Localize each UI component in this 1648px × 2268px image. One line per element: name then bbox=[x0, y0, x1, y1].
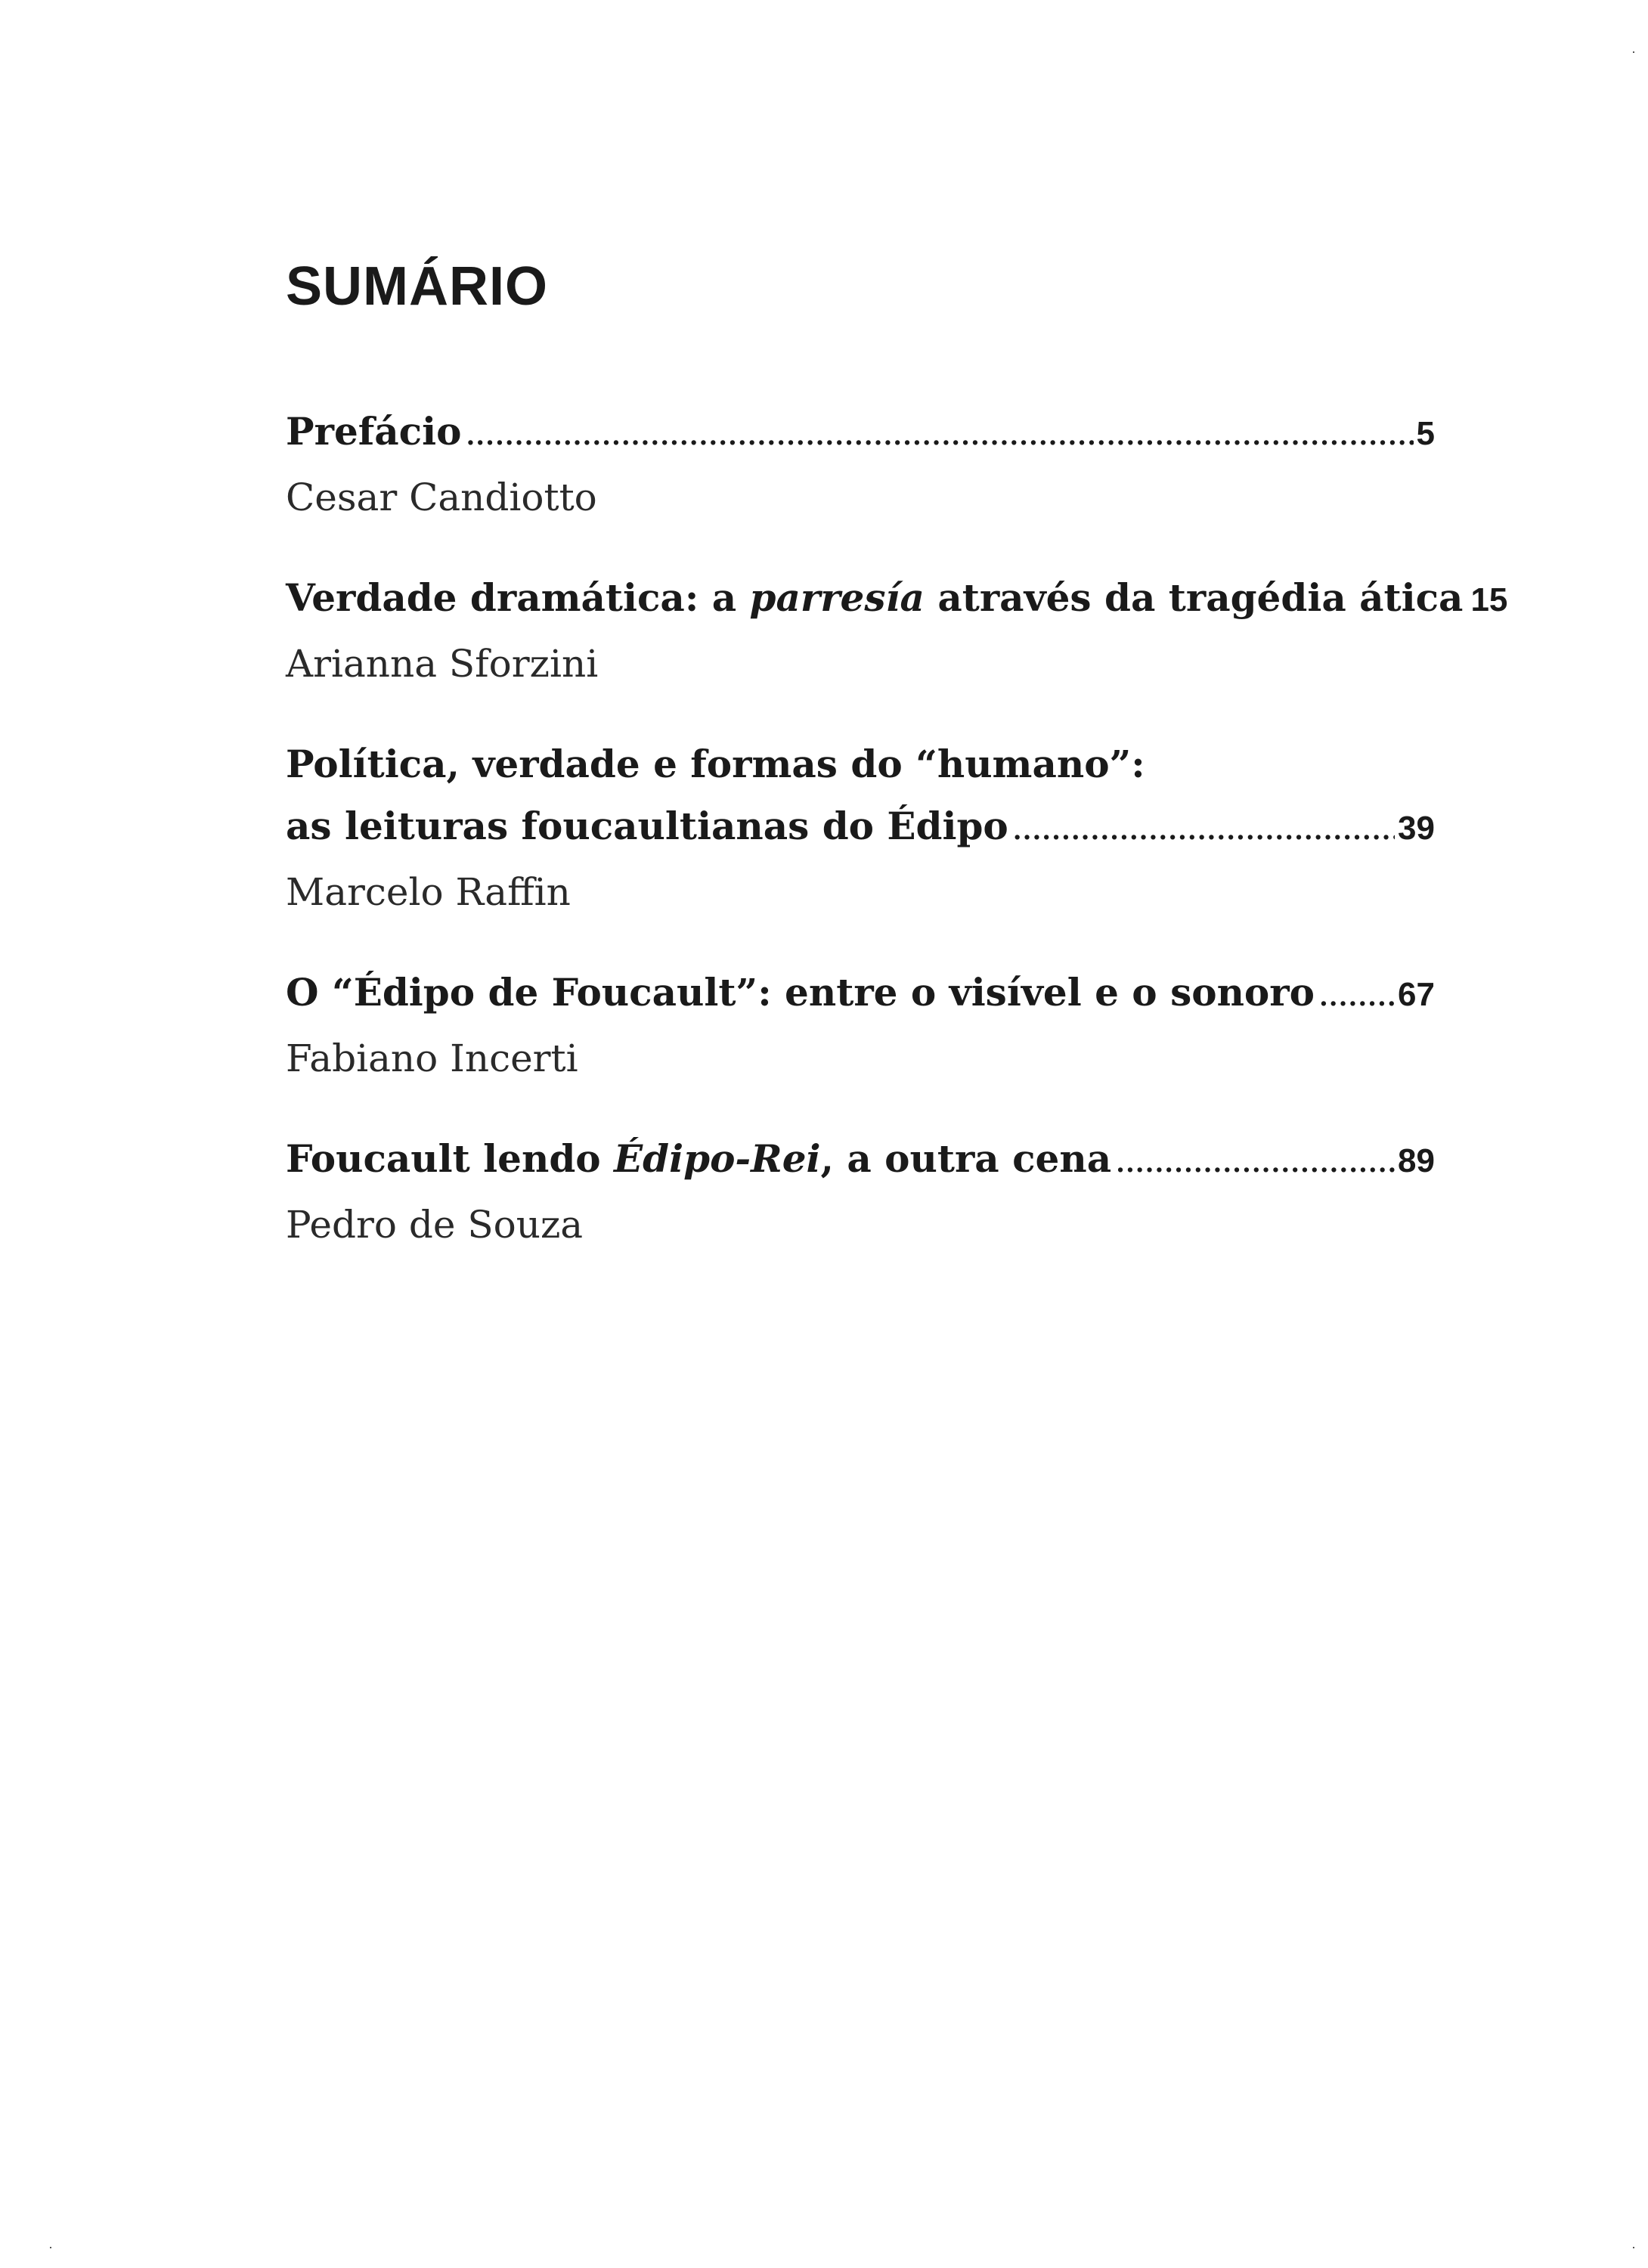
entry-title-line[interactable] bbox=[286, 962, 1435, 1028]
entry-title-line[interactable] bbox=[286, 567, 1508, 634]
entry-title: Prefácio bbox=[286, 409, 462, 454]
entry-title: O “Édipo de Foucault”: entre o visível e o sonoro bbox=[286, 970, 1315, 1015]
entry-title: Foucault lendo Édipo-Rei, a outra cena bbox=[286, 1136, 1112, 1181]
entry-title: Política, verdade e formas do “humano”: bbox=[286, 742, 1145, 786]
page-number: 67 bbox=[1398, 976, 1435, 1013]
page-number: 15 bbox=[1470, 581, 1508, 618]
toc-entry-edipo-de-foucault bbox=[286, 962, 1435, 1089]
crop-mark-bottom-left bbox=[50, 2247, 51, 2248]
dot-leader bbox=[1013, 800, 1395, 862]
table-of-contents bbox=[286, 401, 1508, 1294]
toc-entry-foucault-lendo bbox=[286, 1128, 1435, 1255]
toc-entry-politica-verdade bbox=[286, 733, 1435, 922]
page-number: 5 bbox=[1416, 415, 1435, 452]
entry-title: as leituras foucaultianas do Édipo bbox=[286, 804, 1008, 848]
entry-title: Verdade dramática: a parresía através da tragédia ática bbox=[286, 575, 1464, 620]
toc-entry-prefacio bbox=[286, 401, 1435, 528]
entry-title-line[interactable] bbox=[286, 733, 1435, 795]
toc-entry-verdade-dramatica bbox=[286, 567, 1508, 694]
page-title: SUMÁRIO bbox=[286, 256, 548, 317]
dot-leader bbox=[1116, 1132, 1395, 1194]
entry-author: Fabiano Incerti bbox=[286, 1036, 578, 1080]
entry-title-line[interactable] bbox=[286, 401, 1435, 467]
crop-mark-bottom-right bbox=[1633, 2247, 1634, 2248]
entry-author: Cesar Candiotto bbox=[286, 476, 597, 519]
page-number: 89 bbox=[1398, 1142, 1435, 1179]
dot-leader bbox=[1319, 966, 1395, 1028]
entry-author: Marcelo Raffin bbox=[286, 870, 571, 914]
entry-title-line[interactable] bbox=[286, 1128, 1435, 1194]
entry-title-line[interactable] bbox=[286, 795, 1435, 862]
entry-author: Pedro de Souza bbox=[286, 1203, 584, 1247]
crop-mark-top-right bbox=[1633, 51, 1634, 53]
page-number: 39 bbox=[1398, 810, 1435, 847]
dot-leader bbox=[466, 405, 1413, 467]
entry-author: Arianna Sforzini bbox=[286, 642, 599, 686]
